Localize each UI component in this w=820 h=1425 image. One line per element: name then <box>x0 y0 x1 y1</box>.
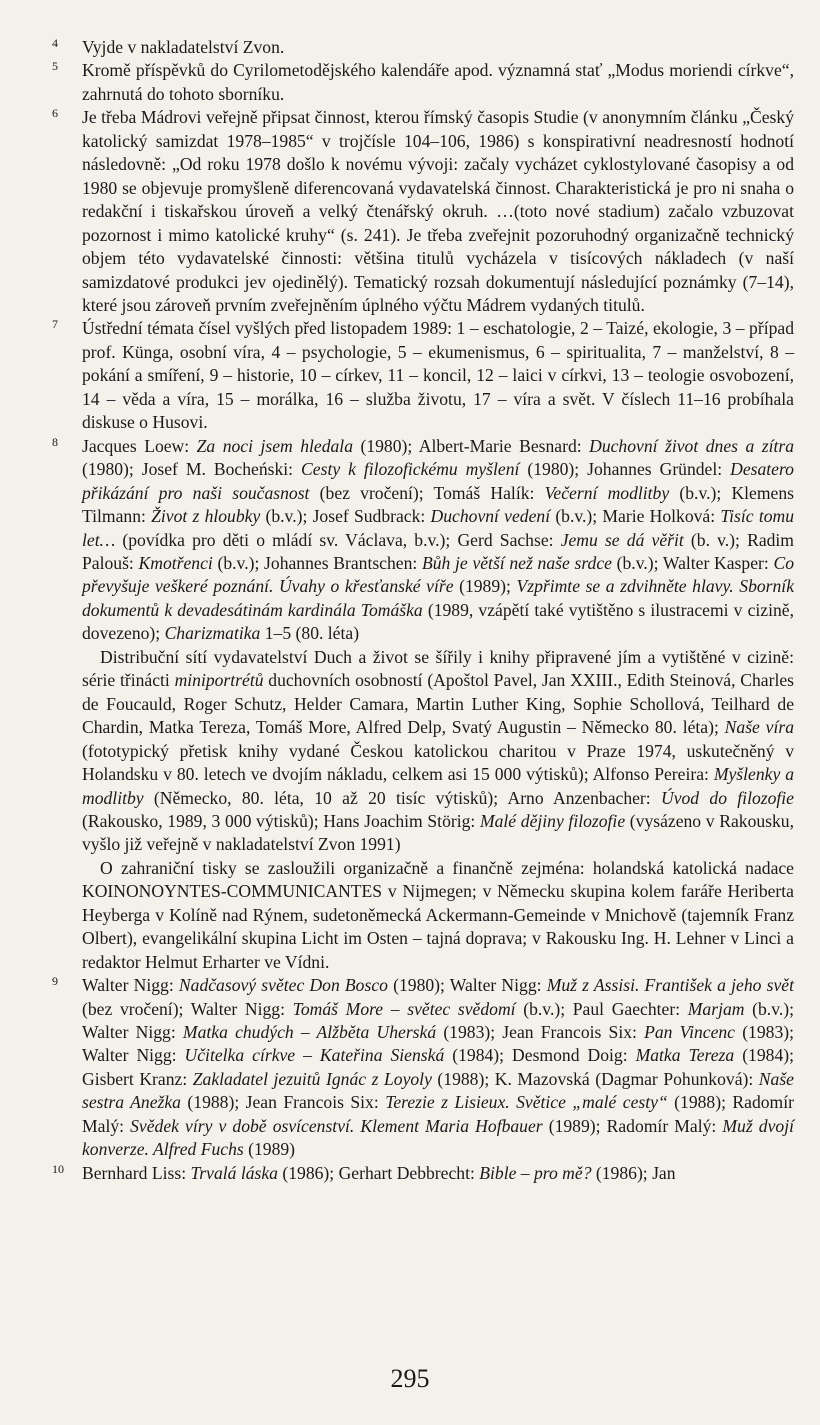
text-run: (b.v.); Walter Kasper: <box>611 552 774 573</box>
text-run: Kromě příspěvků do Cyrilometodějského kalendáře apod. významná stať „Modus moriendi církve“, zahrnutá do tohoto sborníku. <box>82 60 794 104</box>
text-run: (b.v.); Walter Nigg: <box>82 998 794 1043</box>
text-run: (povídka pro děti o mládí sv. Václava, b.v.); Gerd Sachse: <box>115 529 561 550</box>
title-text: Svědek víry v době osvícenství. Klement Maria Hofbauer <box>130 1115 543 1136</box>
text-run: (b. v.); Radim Palouš: <box>82 529 794 573</box>
footnote-number: 5 <box>52 59 58 74</box>
text-run: (1980); Walter Nigg: <box>387 975 547 996</box>
title-text: Matka Tereza <box>635 1045 735 1066</box>
text-run: (1983); Walter Nigg: <box>82 1022 794 1066</box>
text-run: (1980); Josef M. Bocheński: <box>82 459 302 480</box>
text-run: (Německo, 80. léta, 10 až 20 tisíc výtisků); Arno Anzenbacher: <box>143 787 661 808</box>
text-run: (1988); Radomír Malý: <box>82 1092 794 1136</box>
footnote <box>52 1161 794 1185</box>
title-text: miniportrétů <box>174 670 264 691</box>
text-run: O zahraniční tisky se zasloužili organizačně a finančně zejména: holandská katolická nadace KOINONOYNTES-COMMUNICANTES v Nijmegen; v Německu skupina kolem faráře Heriberta Heyberga v Kolíně nad Rýnem, sudetoněmecká Ackermann-Gemeinde v Mnichově (tajemník Franz Olbert), evangelikální skupina Licht im Osten – tajná doprava; v Rakousku Ing. H. Lehner v Linci a redaktor Helmut Erharter ve Vídni. <box>82 857 794 972</box>
title-text: Malé dějiny filozofie <box>479 810 626 831</box>
title-text: Naše sestra Anežka <box>82 1068 794 1113</box>
text-run: (1986); Gerhart Debbrecht: <box>277 1162 480 1183</box>
footnote-number: 7 <box>52 317 58 332</box>
text-run: (1989); <box>453 576 517 597</box>
title-text: Duchovní život dnes a zítra <box>589 435 795 456</box>
title-text: Muž dvojí konverze. Alfred Fuchs <box>82 1115 794 1160</box>
text-run: (fototypický přetisk knihy vydané Českou katolickou charitou v Praze 1974, uskutečněný v Holandsku v 80. letech ve dvojím nákladu, celkem asi 15 000 výtisků); Alfonso Pereira: <box>82 740 794 785</box>
title-text: Co převyšuje veškeré poznání. Úvahy o křesťanské víře <box>82 552 795 597</box>
text-run: (1989, vzápětí také vytištěno s ilustracemi v cizině, dovezeno); <box>82 599 794 644</box>
footnote <box>52 974 794 1162</box>
footnote-paragraph <box>82 857 794 974</box>
text-run: (1988); Jean Francois Six: <box>180 1092 386 1113</box>
text-run: Ústřední témata čísel vyšlých před listopadem 1989: 1 – eschatologie, 2 – Taizé, ekologie, 3 – případ prof. Künga, osobní víra, 4 – psychologie, 5 – ekumenismus, 6 – spiritualita, 7 – manželství, 8 – pokání a smíření, 9 – historie, 10 – církev, 11 – koncil, 12 – laici v církvi, 13 – teologie osvobození, 14 – věda a víra, 15 – morálka, 16 – služba životu, 17 – víra a svět. V číslech 11–16 probíhala diskuse o Husovi. <box>82 318 794 433</box>
title-text: Tomáš More – světec svědomí <box>292 998 516 1019</box>
title-text: Život z hloubky <box>151 506 261 527</box>
title-text: Zakladatel jezuitů Ignác z Loyoly <box>192 1068 432 1089</box>
footnote <box>52 317 794 434</box>
title-text: Pan Vincenc <box>644 1022 735 1043</box>
footnote-paragraph <box>82 435 794 646</box>
text-run: Distribuční sítí vydavatelství Duch a život se šířily i knihy připravené jím a vytištěné v cizině: série třinácti <box>82 646 794 691</box>
text-run: (b.v.); Paul Gaechter: <box>515 998 688 1019</box>
footnote <box>52 59 794 106</box>
footnote-paragraph <box>82 106 794 317</box>
title-text: Charizmatika <box>164 623 261 644</box>
title-text: Úvod do filozofie <box>660 787 794 808</box>
text-run: (b.v.); Johannes Brantschen: <box>212 552 422 573</box>
text-run: Jacques Loew: <box>82 435 197 456</box>
text-run: (1983); Jean Francois Six: <box>436 1022 645 1043</box>
text-run: (b.v.); Josef Sudbrack: <box>260 506 431 527</box>
title-text: Jemu se dá věřit <box>560 529 684 550</box>
title-text: Myšlenky a modlitby <box>82 764 794 808</box>
footnote-paragraph <box>82 317 794 434</box>
title-text: Učitelka církve – Kateřina Sienská <box>184 1045 445 1066</box>
text-run: 1–5 (80. léta) <box>260 623 360 644</box>
footnote-number: 6 <box>52 106 58 121</box>
title-text: Trvalá láska <box>190 1162 278 1183</box>
text-run: (1984); Desmond Doig: <box>444 1045 636 1066</box>
title-text: Duchovní vedení <box>430 506 551 527</box>
text-run: Vyjde v nakladatelství Zvon. <box>82 37 285 57</box>
text-run: (1989) <box>243 1139 296 1160</box>
footnote <box>52 434 795 974</box>
title-text: Muž z Assisi. František a jeho svět <box>546 975 794 996</box>
text-run: (bez vročení); Tomáš Halík: <box>309 482 545 503</box>
text-run: (Rakousko, 1989, 3 000 výtisků); Hans Joachim Störig: <box>82 810 480 831</box>
title-text: Matka chudých – Alžběta Uherská <box>182 1022 437 1043</box>
footnote-number: 10 <box>52 1161 64 1176</box>
text-run: Bernhard Liss: <box>82 1162 191 1183</box>
footnote-number: 9 <box>52 974 58 989</box>
footnotes <box>52 36 795 1185</box>
text-run: (vysázeno v Rakousku, vyšlo již veřejně v nakladatelství Zvon 1991) <box>82 810 795 855</box>
text-run: (b.v.); Marie Holková: <box>550 506 721 527</box>
title-text: Naše víra <box>724 717 794 738</box>
footnote-number: 8 <box>52 434 58 449</box>
footnote-paragraph <box>82 1162 794 1185</box>
page-number: 295 <box>390 1364 430 1393</box>
title-text: Cesty k filozofickému myšlení <box>301 459 520 480</box>
title-text: Terezie z Lisieux. Světice „malé cesty“ <box>385 1092 668 1113</box>
text-run: Walter Nigg: <box>82 975 179 996</box>
title-text: Nadčasový světec Don Bosco <box>178 975 388 996</box>
text-run: duchovních osobností (Apoštol Pavel, Jan XXIII., Edith Steinová, Charles de Foucauld, Roger Schutz, Helder Camara, Martin Luther King, Sophie Schollová, Teilhard de Chardin, Matka Tereza, Tomáš More, Alfred Delp, Svatý Augustin – Německo 80. léta); <box>82 670 794 738</box>
footnote <box>52 106 794 317</box>
text-run: (1984); Gisbert Kranz: <box>82 1045 794 1089</box>
title-text: Desatero přikázání pro naši současnost <box>82 459 794 503</box>
title-text: Večerní modlitby <box>544 482 670 503</box>
footnote-paragraph <box>82 59 794 106</box>
text-run: (1988); K. Mazovská (Dagmar Pohunková): <box>431 1068 759 1089</box>
title-text: Vzpřimte se a zdvihněte hlavy. Sborník dokumentů k devadesátinám kardinála Tomáška <box>82 576 794 620</box>
text-run: (1980); Johannes Gründel: <box>519 459 731 480</box>
footnote-paragraph <box>82 36 794 59</box>
text-run: (b.v.); Klemens Tilmann: <box>82 482 794 527</box>
title-text: Marjam <box>687 998 745 1019</box>
text-run: Je třeba Mádrovi veřejně připsat činnost, kterou římský časopis Studie (v anonymním článku „Český katolický samizdat 1978–1985“ v trojčísle 104–106, 1986) s konspirativní neadresností hodnotí následovně: „Od roku 1978 došlo k novému vývoji: začaly vycházet cyklostylované časopisy a od 1980 se objevuje promyšleně diferencovaná vydavatelská činnost. Charakteristická je pro ni snaha o redakční i tiskařskou úroveň a velký čtenářský okruh. …(toto nové stadium) začalo vzbuzovat pozornost i mimo katolické kruhy“ (s. 241). Je třeba zveřejnit pozoruhodný organizačně technický objem této vydavatelské činnosti: většina titulů vycházela v tisícových nákladech (v naší samizdatové produkci jev ojedinělý). Tematický rozsah dokumentují následující poznámky (7–14), které jsou zároveň prvním zveřejněním úplného výčtu Mádrem vydaných titulů. <box>82 107 794 315</box>
text-run: (1989); Radomír Malý: <box>542 1115 723 1136</box>
footnote-paragraph <box>82 974 794 1162</box>
title-text: Za noci jsem hledala <box>196 435 353 456</box>
footnote-number: 4 <box>52 36 58 50</box>
text-run: (1980); Albert-Marie Besnard: <box>353 435 590 456</box>
footnote-paragraph <box>82 646 794 857</box>
title-text: Tisíc tomu let… <box>82 506 795 550</box>
title-text: Kmotřenci <box>138 552 213 573</box>
title-text: Bible – pro mě? <box>479 1162 592 1183</box>
text-run: (1986); Jan <box>591 1162 676 1183</box>
text-run: (bez vročení); Walter Nigg: <box>82 998 293 1019</box>
footnote <box>52 36 794 59</box>
title-text: Bůh je větší než naše srdce <box>422 552 612 573</box>
